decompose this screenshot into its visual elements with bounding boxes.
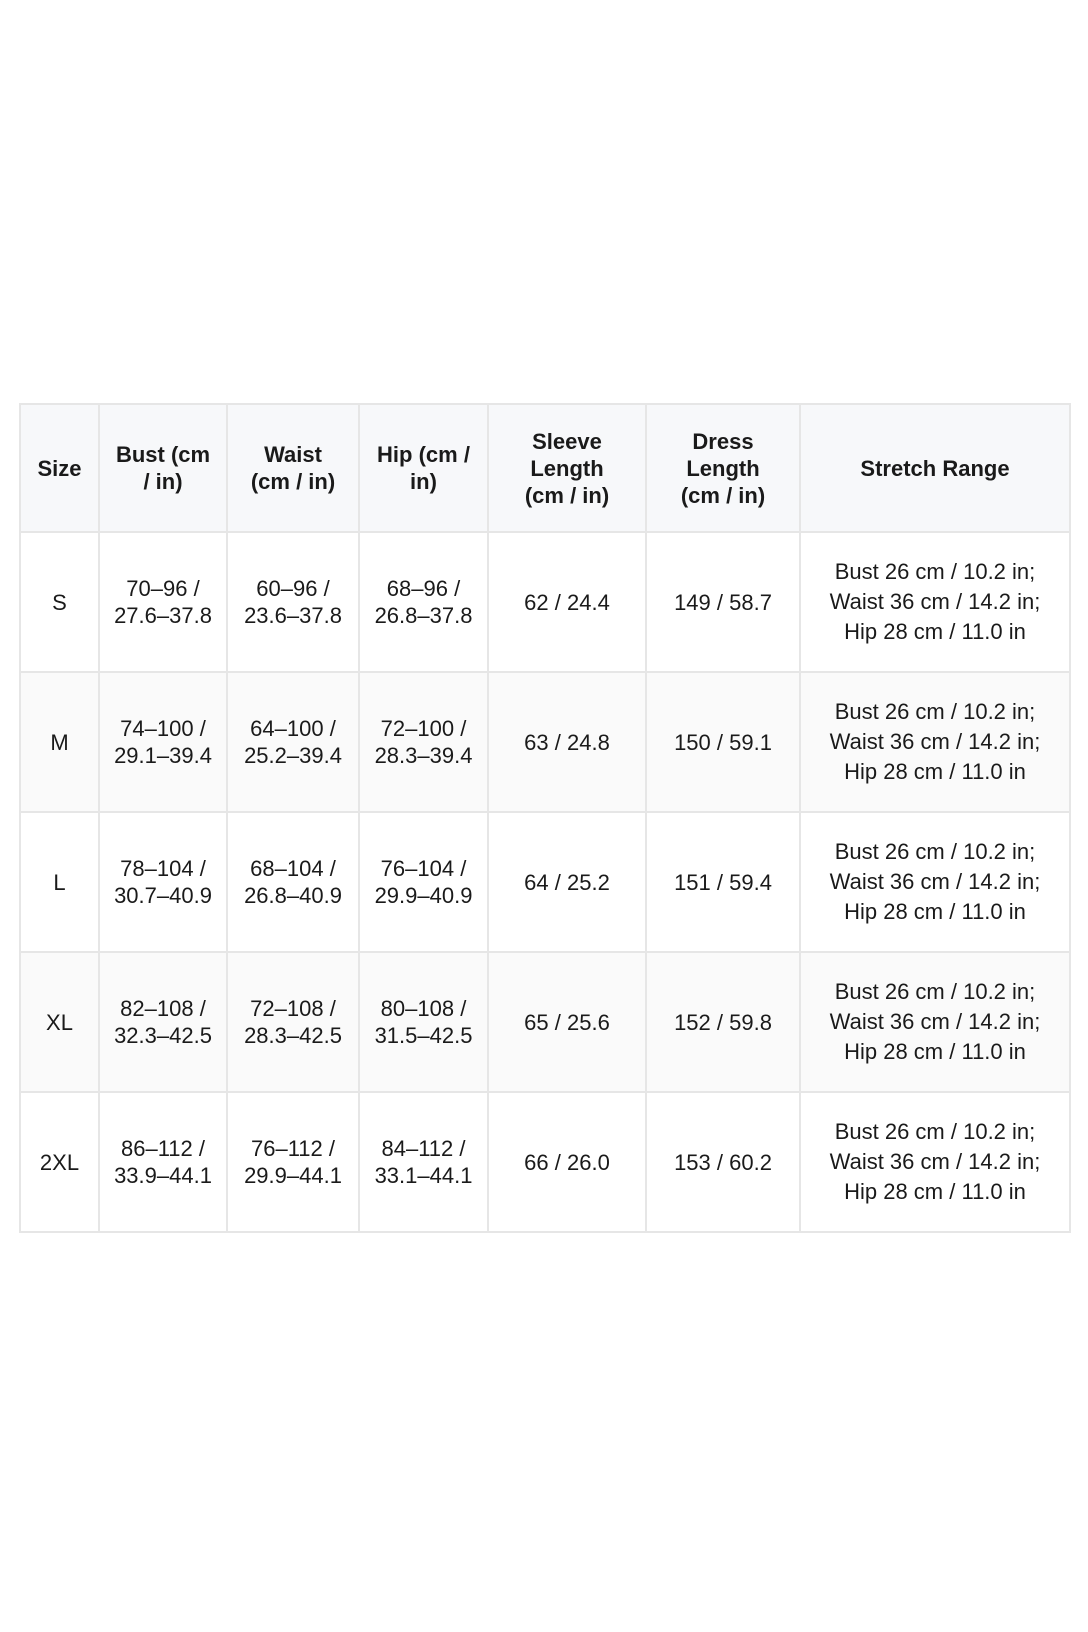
table-row <box>20 952 1070 1092</box>
cell-bust: 86–112 / 33.9–44.1 <box>99 1092 227 1232</box>
cell-sleeve-length: 65 / 25.6 <box>488 952 646 1092</box>
cell-waist: 64–100 / 25.2–39.4 <box>227 672 359 812</box>
size-chart-table <box>19 403 1071 1233</box>
cell-hip: 68–96 / 26.8–37.8 <box>359 532 488 672</box>
cell-sleeve-length: 63 / 24.8 <box>488 672 646 812</box>
cell-bust: 70–96 / 27.6–37.8 <box>99 532 227 672</box>
cell-hip: 84–112 / 33.1–44.1 <box>359 1092 488 1232</box>
cell-bust: 78–104 / 30.7–40.9 <box>99 812 227 952</box>
cell-sleeve-length: 66 / 26.0 <box>488 1092 646 1232</box>
header-bust: Bust (cm / in) <box>99 404 227 532</box>
cell-dress-length: 153 / 60.2 <box>646 1092 800 1232</box>
cell-stretch-range: Bust 26 cm / 10.2 in; Waist 36 cm / 14.2 in; Hip 28 cm / 11.0 in <box>800 812 1070 952</box>
cell-dress-length: 152 / 59.8 <box>646 952 800 1092</box>
header-dress-length: Dress Length (cm / in) <box>646 404 800 532</box>
cell-size: XL <box>20 952 99 1092</box>
cell-waist: 68–104 / 26.8–40.9 <box>227 812 359 952</box>
cell-stretch-range: Bust 26 cm / 10.2 in; Waist 36 cm / 14.2 in; Hip 28 cm / 11.0 in <box>800 1092 1070 1232</box>
cell-waist: 72–108 / 28.3–42.5 <box>227 952 359 1092</box>
cell-size: S <box>20 532 99 672</box>
table-row <box>20 812 1070 952</box>
table-row <box>20 532 1070 672</box>
cell-hip: 80–108 / 31.5–42.5 <box>359 952 488 1092</box>
cell-size: 2XL <box>20 1092 99 1232</box>
cell-stretch-range: Bust 26 cm / 10.2 in; Waist 36 cm / 14.2 in; Hip 28 cm / 11.0 in <box>800 532 1070 672</box>
table-row <box>20 672 1070 812</box>
cell-stretch-range: Bust 26 cm / 10.2 in; Waist 36 cm / 14.2 in; Hip 28 cm / 11.0 in <box>800 672 1070 812</box>
cell-waist: 76–112 / 29.9–44.1 <box>227 1092 359 1232</box>
header-sleeve-length: Sleeve Length (cm / in) <box>488 404 646 532</box>
cell-bust: 74–100 / 29.1–39.4 <box>99 672 227 812</box>
cell-hip: 72–100 / 28.3–39.4 <box>359 672 488 812</box>
cell-size: M <box>20 672 99 812</box>
cell-sleeve-length: 64 / 25.2 <box>488 812 646 952</box>
cell-dress-length: 149 / 58.7 <box>646 532 800 672</box>
header-size: Size <box>20 404 99 532</box>
cell-hip: 76–104 / 29.9–40.9 <box>359 812 488 952</box>
cell-size: L <box>20 812 99 952</box>
cell-stretch-range: Bust 26 cm / 10.2 in; Waist 36 cm / 14.2 in; Hip 28 cm / 11.0 in <box>800 952 1070 1092</box>
cell-waist: 60–96 / 23.6–37.8 <box>227 532 359 672</box>
header-stretch-range: Stretch Range <box>800 404 1070 532</box>
cell-sleeve-length: 62 / 24.4 <box>488 532 646 672</box>
header-hip: Hip (cm / in) <box>359 404 488 532</box>
table-row <box>20 1092 1070 1232</box>
cell-dress-length: 151 / 59.4 <box>646 812 800 952</box>
cell-bust: 82–108 / 32.3–42.5 <box>99 952 227 1092</box>
header-waist: Waist (cm / in) <box>227 404 359 532</box>
cell-dress-length: 150 / 59.1 <box>646 672 800 812</box>
header-row <box>20 404 1070 532</box>
